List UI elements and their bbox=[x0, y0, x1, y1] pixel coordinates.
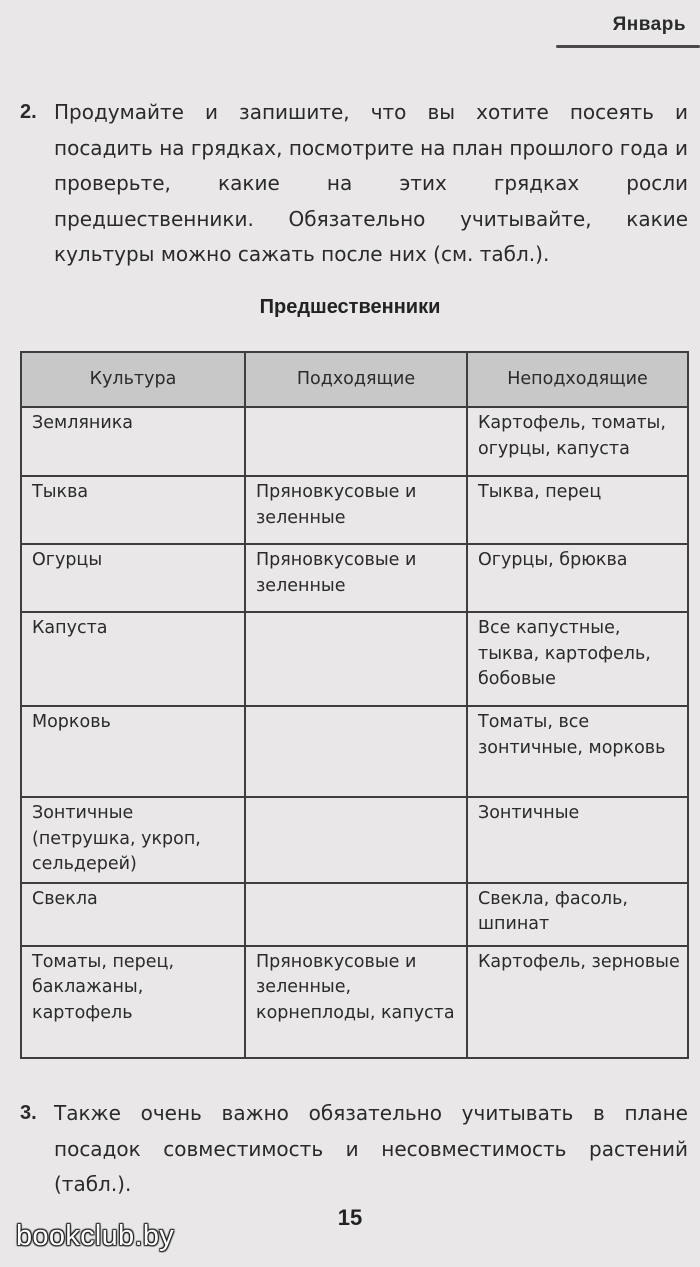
table-row bbox=[21, 883, 688, 946]
list-item-2 bbox=[20, 95, 688, 273]
cell-suitable: Пряновкусовые и зеленные bbox=[245, 476, 467, 544]
cell-culture: Морковь bbox=[21, 706, 245, 797]
table-row bbox=[21, 946, 688, 1058]
cell-unsuitable: Зонтичные bbox=[467, 797, 688, 883]
cell-culture: Капуста bbox=[21, 612, 245, 706]
cell-suitable: Пряновкусовые и зеленные bbox=[245, 544, 467, 612]
cell-culture: Тыква bbox=[21, 476, 245, 544]
cell-unsuitable: Свекла, фасоль, шпинат bbox=[467, 883, 688, 946]
table-row bbox=[21, 797, 688, 883]
cell-suitable bbox=[245, 883, 467, 946]
item-text: Продумайте и запишите, что вы хотите посеять и посадить на грядках, посмотрите на план прошлого года и проверьте, какие на этих грядках росли предшественники. Обязательно учитывайте, какие культуры можно сажать после них (см. табл.). bbox=[54, 100, 688, 266]
cell-suitable bbox=[245, 797, 467, 883]
table-row bbox=[21, 612, 688, 706]
page-number: 15 bbox=[337, 1205, 363, 1230]
cell-suitable bbox=[245, 407, 467, 476]
column-header-unsuitable: Неподходящие bbox=[467, 352, 688, 407]
header-rule bbox=[556, 45, 700, 48]
table-row bbox=[21, 706, 688, 797]
column-header-culture: Культура bbox=[21, 352, 245, 407]
table-title: Предшественники bbox=[259, 296, 441, 318]
cell-unsuitable: Томаты, все зонтичные, морковь bbox=[467, 706, 688, 797]
table-row bbox=[21, 407, 688, 476]
table-row bbox=[21, 476, 688, 544]
cell-unsuitable: Картофель, томаты, огурцы, капуста bbox=[467, 407, 688, 476]
watermark: bookclub.by bbox=[16, 1220, 175, 1252]
cell-suitable: Пряновкусовые и зеленные, корнеплоды, капуста bbox=[245, 946, 467, 1058]
cell-culture: Огурцы bbox=[21, 544, 245, 612]
cell-unsuitable: Огурцы, брюква bbox=[467, 544, 688, 612]
item-text: Также очень важно обязательно учитывать в плане посадок совместимость и несовместимость растений (табл.). bbox=[54, 1101, 688, 1196]
cell-unsuitable: Картофель, зерновые bbox=[467, 946, 688, 1058]
cell-unsuitable: Тыква, перец bbox=[467, 476, 688, 544]
cell-culture: Зонтичные (петрушка, укроп, сельдерей) bbox=[21, 797, 245, 883]
cell-unsuitable: Все капустные, тыква, картофель, бобовые bbox=[467, 612, 688, 706]
item-number: 2. bbox=[20, 101, 37, 123]
cell-suitable bbox=[245, 706, 467, 797]
cell-suitable bbox=[245, 612, 467, 706]
cell-culture: Земляника bbox=[21, 407, 245, 476]
item-number: 3. bbox=[20, 1102, 37, 1124]
list-item-3 bbox=[20, 1096, 688, 1203]
cell-culture: Томаты, перец, баклажаны, картофель bbox=[21, 946, 245, 1058]
column-header-suitable: Подходящие bbox=[245, 352, 467, 407]
table-row bbox=[21, 544, 688, 612]
table-header-row bbox=[21, 352, 688, 407]
cell-culture: Свекла bbox=[21, 883, 245, 946]
section-header: Январь bbox=[612, 14, 686, 35]
predecessors-table bbox=[20, 351, 689, 1059]
